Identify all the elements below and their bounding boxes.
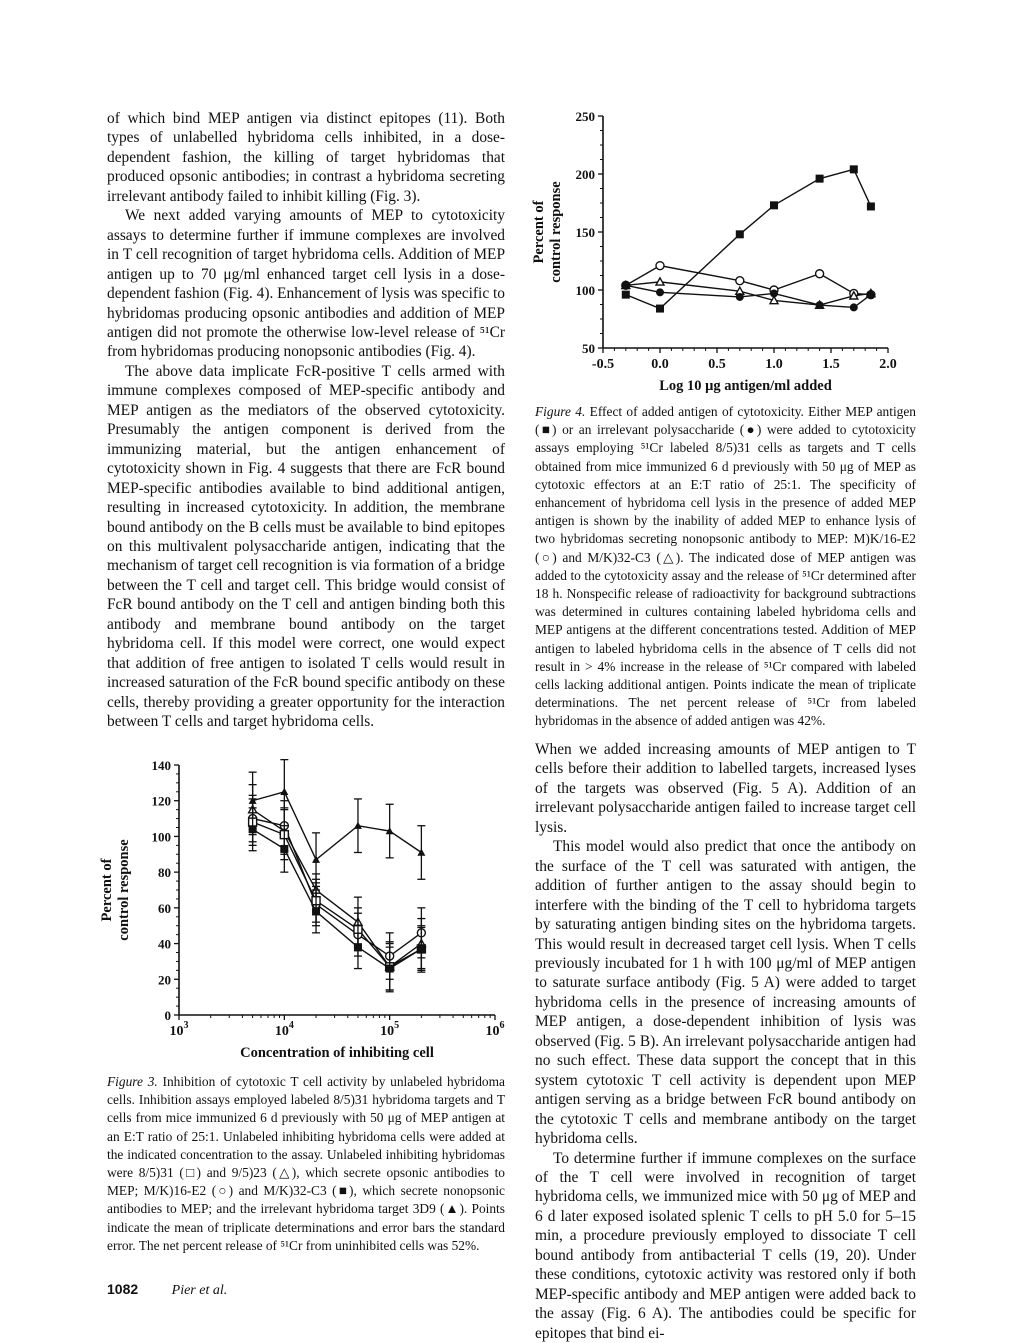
x-tick-label: 1.5 bbox=[822, 357, 840, 372]
caption-label: Figure 3. bbox=[107, 1074, 158, 1089]
caption-text: Inhibition of cytotoxic T cell activity by unlabeled hybridoma cells. Inhibition assays employed labeled 8/5)31 hybridoma targets and T cells from mice immunized 6 d previously with 50 μg of MEP antigen at an E:T ratio of 25:1. Unlabeled inhibiting hybridoma cells were added at the indicated concentration to the assay. Unlabeled inhibiting hybridomas were 8/5)31 (□) and 9/5)23 (△), which secrete opsonic antibodies to MEP; M/K)16-E2 (○) and M/K)32-C3 (■), which secrete nonopsonic antibodies to MEP; and the irrelevant hybridoma target 3D9 (▲). Points indicate the mean of triplicate determinations and error bars the standard error. The net percent release of ⁵¹Cr from uninhibited cells was 52%. bbox=[107, 1074, 505, 1253]
paragraph: The above data implicate FcR-positive T cells armed with immune complexes composed of MEP-specific antibody and MEP antigen as the mediators of the observed cytotoxicity. Presumably the antigen component is derived from the immunizing material, but the antigen enhancement of cytotoxicity shown in Fig. 4 suggests that there are FcR bound MEP-specific antibodies available to bind additional antigen, resulting in increased cytotoxicity. In addition, the membrane bound antibody on the B cells must be available to bind epitopes on this multivalent polysaccharide antigen, indicating that the mechanism of target cell recognition is via formation of a bridge between the T cell and target cell. This bridge would consist of FcR bound antibody on the T cell and antigen binding both this antibody and membrane bound antibody on the target hybridoma cell. If this model were correct, one would expect that addition of free antigen to isolated T cells would result in increased saturation of the FcR bound specific antibody on these cells, thereby providing a greater opportunity for the interaction between T cells and target hybridoma cells. bbox=[107, 362, 505, 731]
paragraph: We next added varying amounts of MEP to cytotoxicity assays to determine further if immune complexes are involved in T cell recognition of target hybridoma cells. Addition of MEP antigen up to 70 μg/ml enhanced target cell lysis in a dose-dependent fashion (Fig. 4). Enhancement of lysis was specific to hybridomas producing opsonic antibodies and addition of MEP antigen did not promote the otherwise low-level release of ⁵¹Cr from hybridomas producing nonopsonic antibodies (Fig. 4). bbox=[107, 207, 505, 361]
x-tick-label: 2.0 bbox=[879, 357, 897, 372]
y-tick-label: 120 bbox=[151, 793, 171, 809]
y-tick-label: 20 bbox=[158, 972, 171, 988]
x-tick-label: 0.5 bbox=[708, 357, 726, 372]
marker-filled-square bbox=[312, 907, 320, 915]
marker-filled-square bbox=[280, 845, 288, 853]
y-axis-label: Percent of bbox=[99, 858, 115, 922]
x-axis-label: Log 10 μg antigen/ml added bbox=[659, 378, 832, 394]
x-tick-label: $10^3$ bbox=[169, 1020, 189, 1039]
y-tick-label: 150 bbox=[575, 225, 595, 240]
y-tick-label: 100 bbox=[151, 829, 171, 845]
y-tick-label: 50 bbox=[582, 341, 595, 356]
marker-filled-square bbox=[354, 943, 362, 951]
y-axis-label: Percent of bbox=[531, 200, 547, 264]
x-tick-label: -0.5 bbox=[591, 357, 615, 372]
x-tick-label: $10^4$ bbox=[274, 1020, 294, 1039]
series-line bbox=[253, 792, 422, 860]
marker-filled-triangle bbox=[417, 849, 425, 856]
x-tick-label: 1.0 bbox=[765, 357, 783, 372]
marker-filled-square bbox=[386, 965, 394, 973]
x-tick-label: 0.0 bbox=[651, 357, 669, 372]
marker-filled-square bbox=[249, 825, 257, 833]
caption-text: Effect of added antigen of cytotoxicity. Either MEP antigen (■) or an irrelevant polysaccharide (●) were added to cytotoxicity assays employing ⁵¹Cr labeled 8/5)31 cells as targets and T cells obtained from mice immunized 6 d previously with 50 μg of MEP as cytotoxic effectors at an E:T ratio of 25:1. The specificity of enhancement of hybridoma cell lysis in the presence of added MEP antigen is shown by the inability of added MEP to enhance lysis of two hybridomas secreting nonopsonic antibody to MEP: M)K/16-E2 (○) and M/K)32-C3 (△). The indicated dose of MEP antigen was added to the cytotoxicity assay and the release of ⁵¹Cr determined after 18 h. Nonspecific release of radioactivity for background subtractions was determined in cultures containing labeled hybridoma cells and MEP antigens at the different concentrations tested. Addition of MEP antigen to labeled hybridoma cells in the absence of T cells did not result in > 4% increase in the release of ⁵¹Cr compared with labeled cells lacking additional antigen. Points indicate the mean of triplicate determinations. The net percent release of ⁵¹Cr from labeled hybridomas in the absence of added antigen was 42%. bbox=[535, 404, 917, 729]
figure-4-caption bbox=[535, 403, 916, 731]
marker-filled-square bbox=[417, 945, 425, 953]
x-tick-label: $10^6$ bbox=[485, 1020, 505, 1039]
series-line bbox=[253, 810, 422, 967]
marker-filled-triangle bbox=[280, 788, 288, 795]
y-tick-label: 250 bbox=[575, 109, 595, 124]
series-line bbox=[253, 819, 422, 957]
y-tick-label: 80 bbox=[158, 865, 171, 881]
y-axis-label: control response bbox=[548, 181, 564, 283]
y-axis-label: control response bbox=[116, 839, 132, 941]
paragraph: To determine further if immune complexes on the surface of the T cell were involved in recognition of target hybridoma cells, we immunized mice with 50 μg of MEP and 6 d later exposed isolated splenic T cells to pH 5.0 for 5–15 min, a procedure previously employed to dissociate T cell bound antibody from antibacterial T cells (19, 20). Under these conditions, cytotoxic activity was restored only if both MEP-specific antibody and MEP antigen were added back to the assay (Fig. 6 A). The antibodies could be specific for epitopes that bind ei- bbox=[535, 1149, 916, 1342]
x-axis-label: Concentration of inhibiting cell bbox=[240, 1045, 434, 1061]
paragraph: This model would also predict that once the antibody on the surface of the T cell was saturated with antigen, the addition of further antigen to the assay should begin to interfere with the binding of the T cell to hybridoma targets by saturating antigen binding sites on the hybridoma targets. This would result in decreased target cell lysis. When T cells previously incubated for 1 h with 100 μg/ml of MEP antigen to saturate surface antibody (Fig. 5 A) were added to target hybridoma cells in the presence of increasing amounts of MEP antigen, a dose-dependent inhibition of lysis was observed (Fig. 5 B). An irrelevant polysaccharide antigen had no such effect. These data support the concept that in this system cytotoxic T cell activity is dependent upon MEP antigen serving as a bridge between FcR bound antibody on the cytotoxic T cells and membrane antibody on the target hybridoma cells. bbox=[535, 838, 916, 1148]
page-footer bbox=[107, 1281, 227, 1299]
series-line bbox=[253, 829, 422, 968]
y-tick-label: 140 bbox=[151, 758, 171, 773]
running-authors: Pier et al. bbox=[171, 1283, 228, 1298]
page-number: 1082 bbox=[107, 1281, 139, 1297]
figure-3-caption bbox=[107, 1073, 505, 1255]
caption-label: Figure 4. bbox=[535, 404, 586, 419]
y-tick-label: 100 bbox=[575, 283, 595, 298]
paragraph: When we added increasing amounts of MEP antigen to T cells before their addition to labelled targets, increased lyses of the targets was observed (Fig. 5 A). Addition of an irrelevant polysaccharide antigen failed to increase target cell lysis. bbox=[535, 741, 916, 836]
x-tick-label: $10^5$ bbox=[380, 1020, 400, 1039]
y-tick-label: 200 bbox=[575, 167, 595, 182]
marker-filled-triangle bbox=[354, 822, 362, 829]
series-line bbox=[253, 822, 422, 967]
y-tick-label: 0 bbox=[164, 1008, 171, 1023]
paragraph: of which bind MEP antigen via distinct epitopes (11). Both types of unlabelled hybridoma cells inhibited, in a dose-dependent fashion, the killing of target hybridomas that produced opsonic antibodies; in contrast a hybridoma secreting irrelevant antibody failed to inhibit killing (Fig. 3). bbox=[107, 110, 505, 205]
y-tick-label: 60 bbox=[158, 900, 171, 916]
y-tick-label: 40 bbox=[158, 936, 171, 952]
